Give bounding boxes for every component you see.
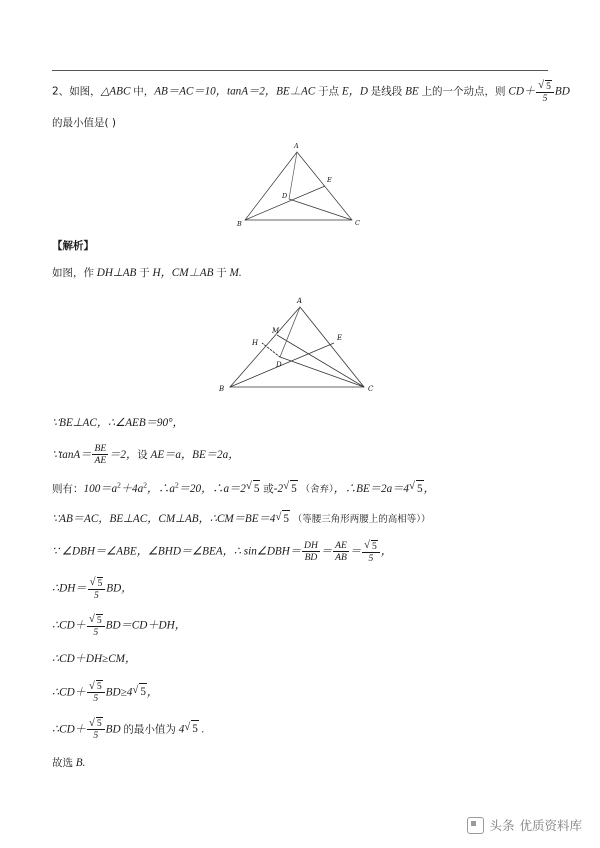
- svg-text:M: M: [272, 326, 280, 335]
- analysis-line-1: 如图，作 DH⊥AB 于 H，CM⊥AB 于 M.: [52, 267, 242, 280]
- figure-2: [52, 295, 552, 405]
- svg-text:C: C: [355, 219, 360, 228]
- problem-intro: 如图，: [69, 85, 101, 98]
- step-10: ∴CD＋ √ $\frac{5}{5}$ BD 的最小值为 4 √ 5 .: [52, 718, 552, 742]
- coefficient-fraction: √ $\frac{5}{5}$: [536, 80, 554, 104]
- svg-text:A: A: [294, 142, 299, 151]
- svg-text:C: C: [368, 384, 374, 393]
- figure-1-svg: [197, 142, 407, 232]
- svg-text:B: B: [219, 384, 225, 393]
- document-content: [52, 80, 570, 784]
- step-9: ∴CD＋ √ $\frac{5}{5}$ BD≥4 √ 5，: [52, 681, 552, 705]
- svg-text:E: E: [327, 176, 332, 185]
- figure-1: [52, 142, 552, 232]
- problem-statement-line-2: 的最小值是( ): [52, 117, 117, 130]
- bd-term: BD: [554, 85, 570, 98]
- step-1: ∵BE⊥AC，∴∠AEB＝90°，: [52, 416, 184, 429]
- analysis-title: 【解析】: [52, 240, 94, 253]
- watermark-account: 优质资料库: [519, 818, 582, 833]
- svg-text:A: A: [297, 296, 303, 305]
- step-4: ∵AB＝AC，BE⊥AC，CM⊥AB，∴CM＝BE＝4 √ 5 （等腰三角形两腰上的高相等））: [52, 510, 552, 527]
- step-3: 则有：$100=a^2+4a^2$，$\therefore a^2=20$，∴a＝2 √ 5 或-2 √ 5 （舍弃），∴BE＝2a＝4 √ 5，: [52, 480, 552, 497]
- step-6: ∴DH＝ √ $\frac{5}{5}$ BD，: [52, 577, 552, 601]
- svg-text:H: H: [252, 338, 259, 347]
- svg-text:B: B: [237, 220, 242, 229]
- step-8: ∴CD＋DH≥CM，: [52, 653, 137, 666]
- problem-statement-line-1: 2、如图，△ABC 中，AB＝AC＝10，tanA＝2，BE⊥AC 于点 E，D 是线段 BE 上的一个动点，则 CD＋ √ $\frac{5}{5}$ BD: [52, 80, 552, 104]
- step-2: ∵tanA＝ $\frac{BE}{AE}$ ＝2，设 AE＝a，BE＝2a，: [52, 443, 240, 467]
- watermark: [467, 816, 582, 834]
- toutiao-logo-icon: [467, 817, 484, 834]
- step-5: ∵ ∠DBH＝∠ABE，∠BHD＝∠BEA，∴ sin∠DBH＝ $\frac{DH}{BD}$ ＝ $\frac{AE}{AB}$ ＝ √ $\frac{5}{5}$ ，: [52, 540, 552, 564]
- answer-line: 故选 B.: [52, 756, 86, 769]
- header-rule: [52, 70, 548, 71]
- figure-2-svg: [192, 295, 412, 405]
- svg-text:D: D: [282, 192, 288, 201]
- svg-text:D: D: [276, 360, 282, 369]
- step-7: ∴CD＋ √ $\frac{5}{5}$ BD＝CD＋DH，: [52, 614, 552, 638]
- svg-text:E: E: [337, 333, 343, 342]
- watermark-brand: 头条: [489, 818, 515, 833]
- problem-number: 2、: [52, 85, 70, 98]
